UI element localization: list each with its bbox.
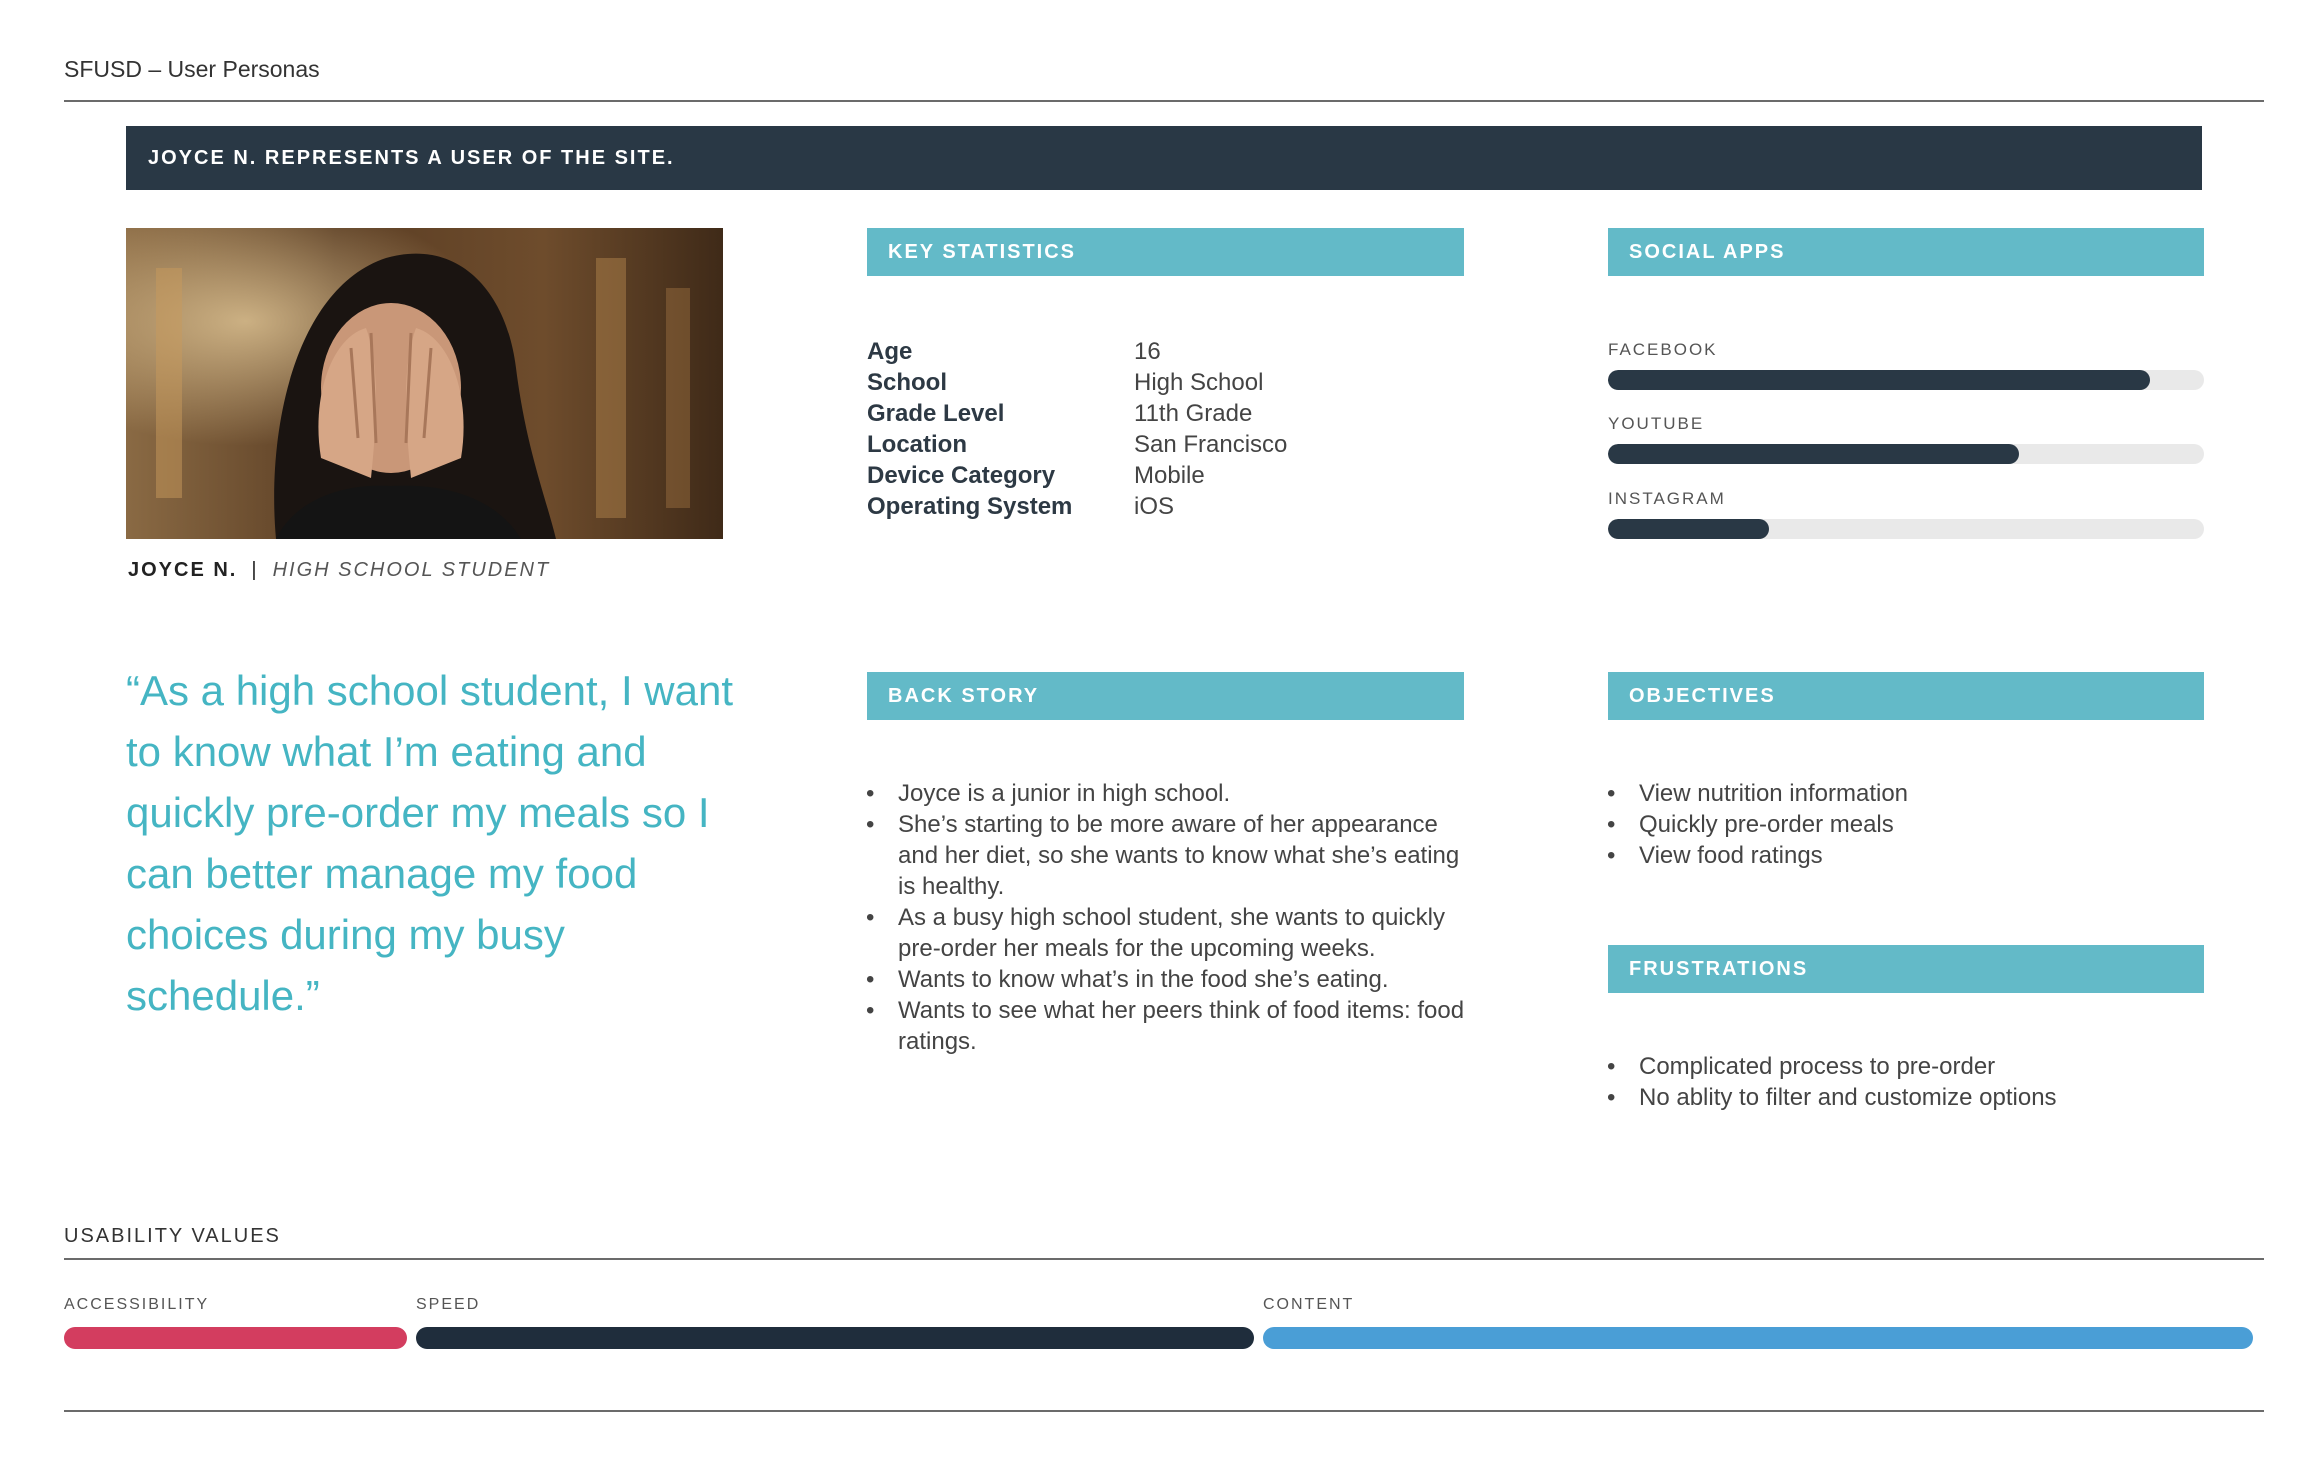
social-apps-heading: SOCIAL APPS — [1608, 228, 2204, 276]
stat-value: 16 — [1134, 338, 1161, 365]
stat-row — [867, 367, 1287, 398]
document-title: SFUSD – User Personas — [64, 56, 320, 82]
social-app-label: INSTAGRAM — [1608, 489, 1726, 508]
stat-row — [867, 491, 1287, 522]
social-app-label: FACEBOOK — [1608, 340, 1718, 359]
social-app-label: YOUTUBE — [1608, 414, 1705, 433]
footer-divider — [64, 1410, 2264, 1412]
caption-separator: | — [251, 559, 259, 581]
header-divider — [64, 100, 2264, 102]
stat-label: Grade Level — [867, 400, 1005, 427]
social-app-level-bar — [1608, 444, 2019, 464]
stat-value: San Francisco — [1134, 431, 1288, 458]
objectives-list — [1607, 778, 2207, 871]
usability-value-segment — [416, 1327, 1254, 1349]
usability-divider — [64, 1258, 2264, 1260]
usability-value-label: CONTENT — [1263, 1296, 1355, 1313]
usability-value-label: SPEED — [416, 1296, 481, 1313]
persona-banner: JOYCE N. REPRESENTS A USER OF THE SITE. — [126, 126, 2202, 190]
stat-value: 11th Grade — [1134, 400, 1253, 427]
stat-value: High School — [1134, 369, 1264, 396]
persona-name: JOYCE N. — [128, 559, 238, 581]
stat-label: School — [867, 369, 948, 396]
list-item: • As a busy high school student, she wants to quickly pre-order her meals for the upcoming weeks. — [866, 902, 1466, 964]
stat-value: iOS — [1134, 493, 1175, 520]
frustrations-heading: FRUSTRATIONS — [1608, 945, 2204, 993]
stat-row — [867, 398, 1287, 429]
stat-label: Operating System — [867, 493, 1073, 520]
stat-value: Mobile — [1134, 462, 1205, 489]
usability-value-segment — [1263, 1327, 2253, 1349]
social-app-level-bar — [1608, 519, 1769, 539]
stat-row — [867, 429, 1287, 460]
stat-label: Location — [867, 431, 967, 458]
list-item: • No ablity to filter and customize options — [1607, 1082, 2207, 1113]
list-item: • Quickly pre-order meals — [1607, 809, 2207, 840]
stat-row — [867, 460, 1287, 491]
list-item: • Wants to know what’s in the food she’s eating. — [866, 964, 1466, 995]
usability-values-title: USABILITY VALUES — [64, 1225, 281, 1247]
list-item: • View food ratings — [1607, 840, 2207, 871]
frustrations-list — [1607, 1051, 2207, 1113]
social-app-track — [1608, 444, 2204, 464]
persona-quote: “As a high school student, I want to know what I’m eating and quickly pre-order my meals so I can better manage my food choices during my busy schedule.” — [126, 667, 734, 1019]
key-statistics-table — [867, 336, 1287, 522]
stat-label: Age — [867, 338, 913, 365]
social-app-track — [1608, 370, 2204, 390]
objectives-heading: OBJECTIVES — [1608, 672, 2204, 720]
back-story-heading: BACK STORY — [867, 672, 1464, 720]
list-item: • Complicated process to pre-order — [1607, 1051, 2207, 1082]
persona-photo — [126, 228, 723, 539]
key-statistics-heading: KEY STATISTICS — [867, 228, 1464, 276]
usability-value-label: ACCESSIBILITY — [64, 1296, 210, 1313]
list-item: • She’s starting to be more aware of her appearance and her diet, so she wants to know what she’s eating is healthy. — [866, 809, 1466, 902]
list-item: • View nutrition information — [1607, 778, 2207, 809]
stat-row — [867, 336, 1287, 367]
social-app-level-bar — [1608, 370, 2150, 390]
back-story-list — [866, 778, 1466, 1057]
social-app-track — [1608, 519, 2204, 539]
stat-label: Device Category — [867, 462, 1056, 489]
usability-value-segment — [64, 1327, 407, 1349]
list-item: • Wants to see what her peers think of food items: food ratings. — [866, 995, 1466, 1057]
list-item: • Joyce is a junior in high school. — [866, 778, 1466, 809]
persona-role: HIGH SCHOOL STUDENT — [272, 559, 551, 581]
persona-caption — [128, 559, 550, 582]
